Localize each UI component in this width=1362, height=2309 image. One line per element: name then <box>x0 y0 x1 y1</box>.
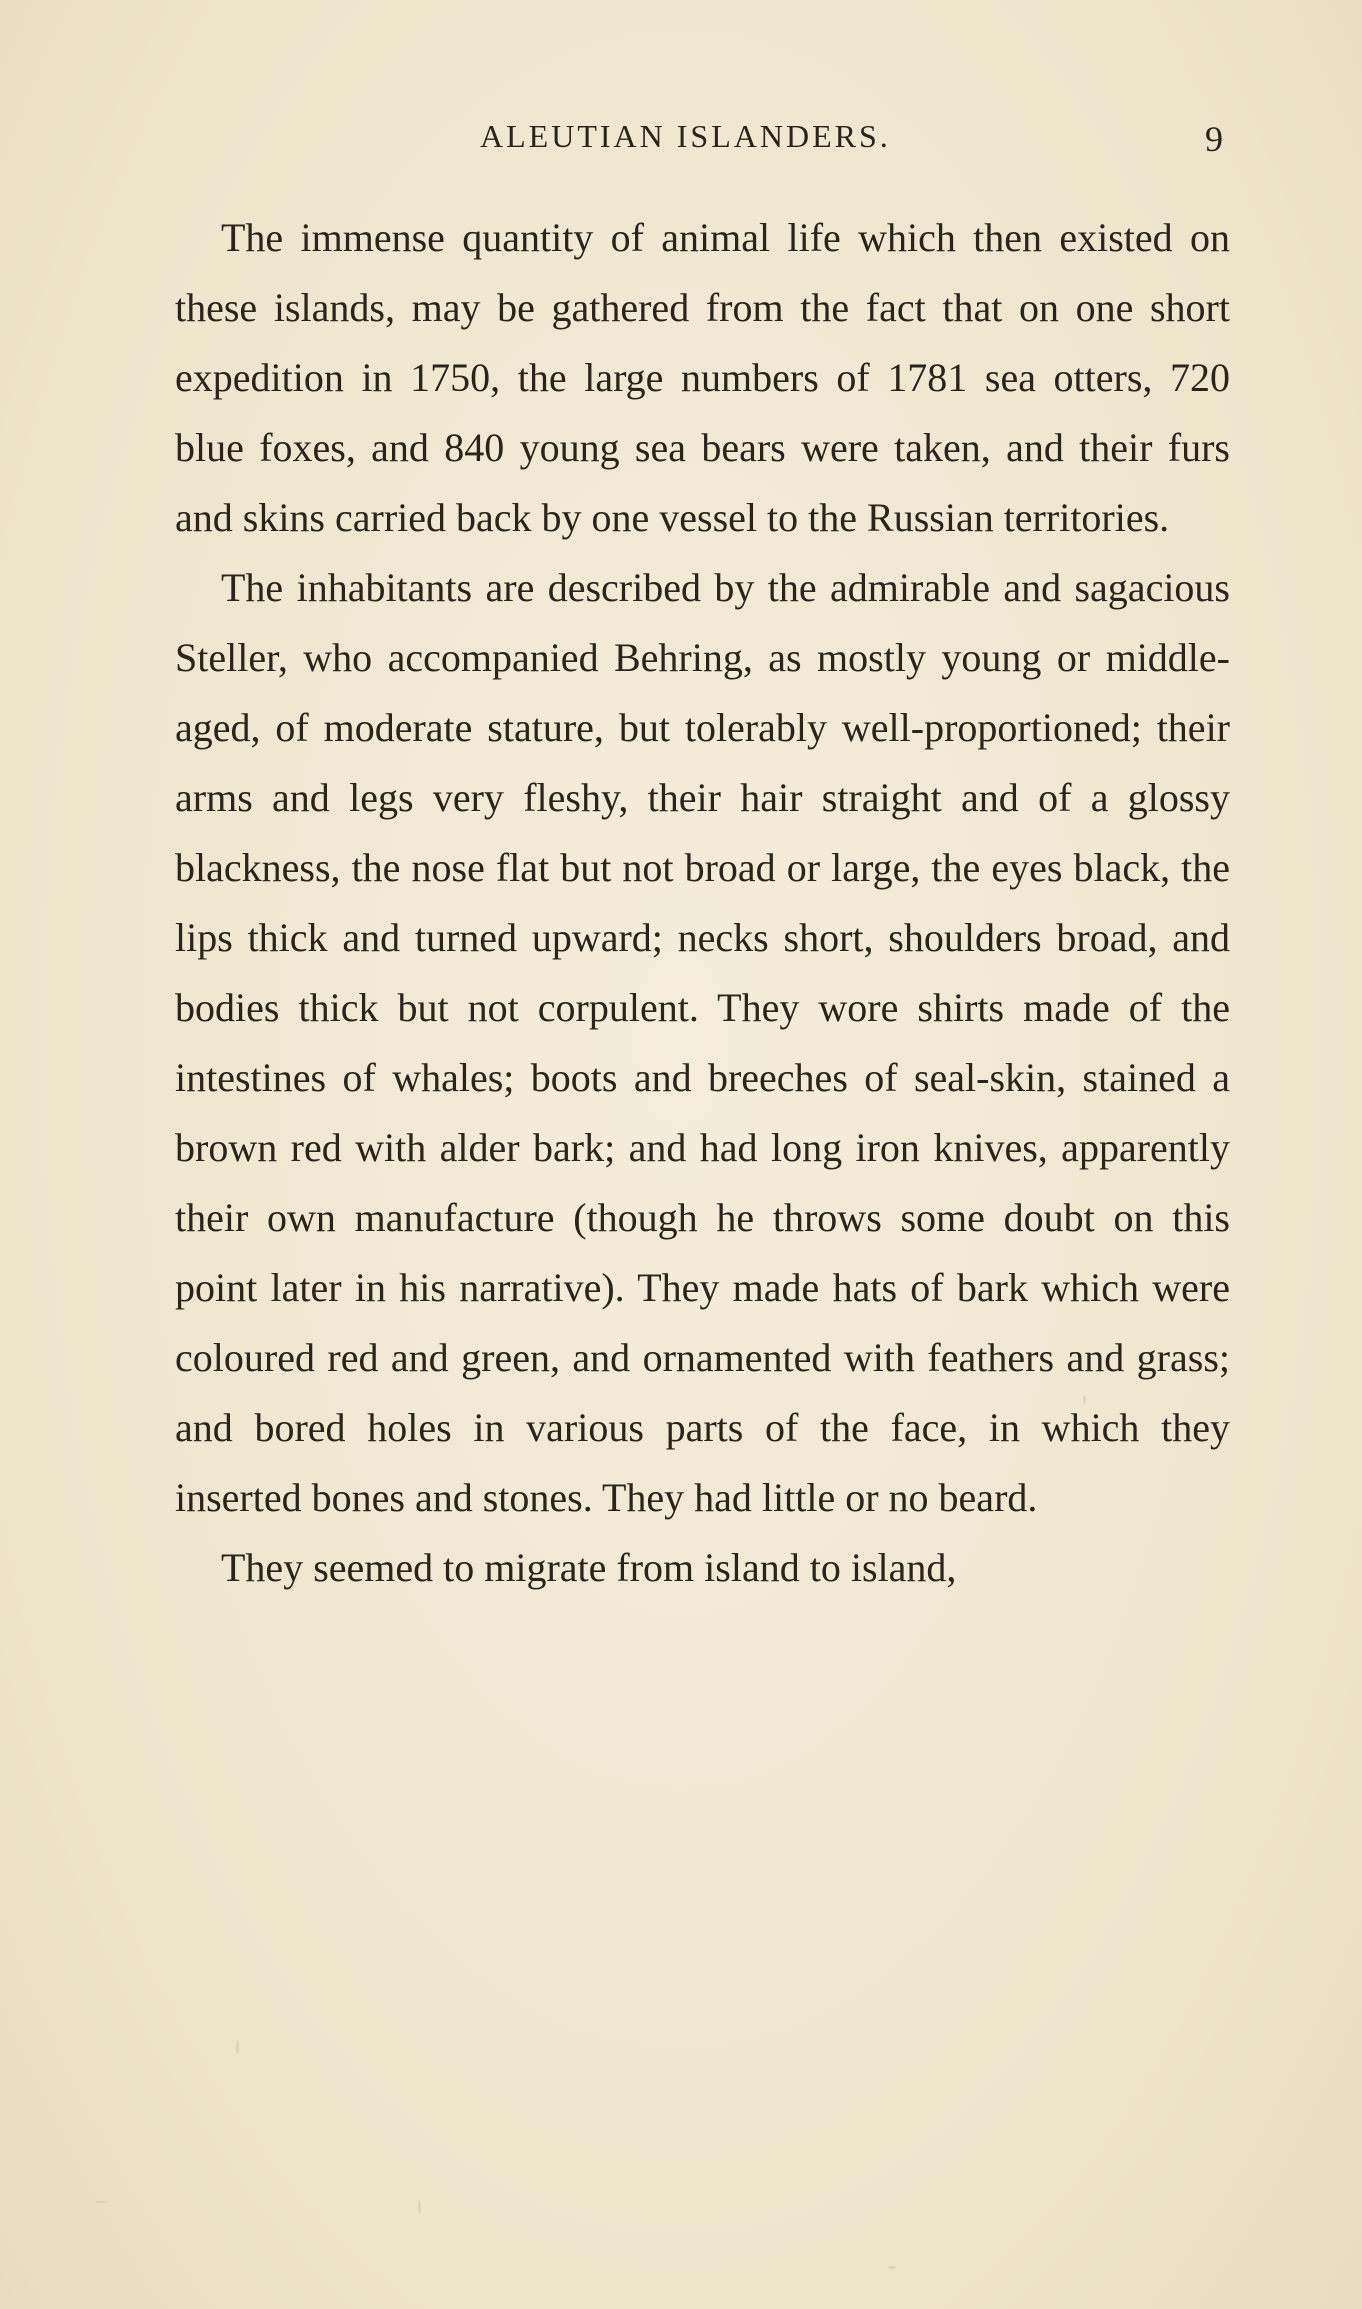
running-head <box>0 118 1362 162</box>
paragraph-migration: They seemed to migrate from island to island, <box>221 1545 957 1590</box>
paragraph-inhabitants-description: The inhabitants are described by the admirable and sagacious Steller, who accompanied Behring, as mostly young or middle-aged, of moderate stature, but tolerably well-proportioned; their arms and legs very fleshy, their hair straight and of a glossy blackness, the nose flat but not broad or large, the eyes black, the lips thick and turned upward; necks short, shoulders broad, and bodies thick but not corpulent. They wore shirts made of the intestines of whales; boots and breeches of seal-skin, stained a brown red with alder bark; and had long iron knives, apparently their own manufacture (though he throws some doubt on this point later in his narrative). They made hats of bark which were coloured red and green, and ornamented with feathers and grass; and bored holes in various parts of the face, in which they inserted bones and stones. They had little or no beard. <box>175 565 1230 1520</box>
paper-speck <box>888 2266 896 2269</box>
running-title: ALEUTIAN ISLANDERS. <box>480 118 891 154</box>
body-text <box>175 203 1230 1603</box>
paragraph-sea-otter-expedition: The immense quantity of animal life which then existed on these islands, may be gathered from the fact that on one short expedition in 1750, the large numbers of 1781 sea otters, 720 blue foxes, and 840 young sea bears were taken, and their furs and skins carried back by one vessel to the Russian territories. <box>175 215 1230 540</box>
page-number: 9 <box>1205 119 1223 159</box>
paper-speck <box>418 2200 421 2214</box>
paper-speck <box>95 2201 107 2203</box>
paper-speck <box>236 2040 239 2054</box>
